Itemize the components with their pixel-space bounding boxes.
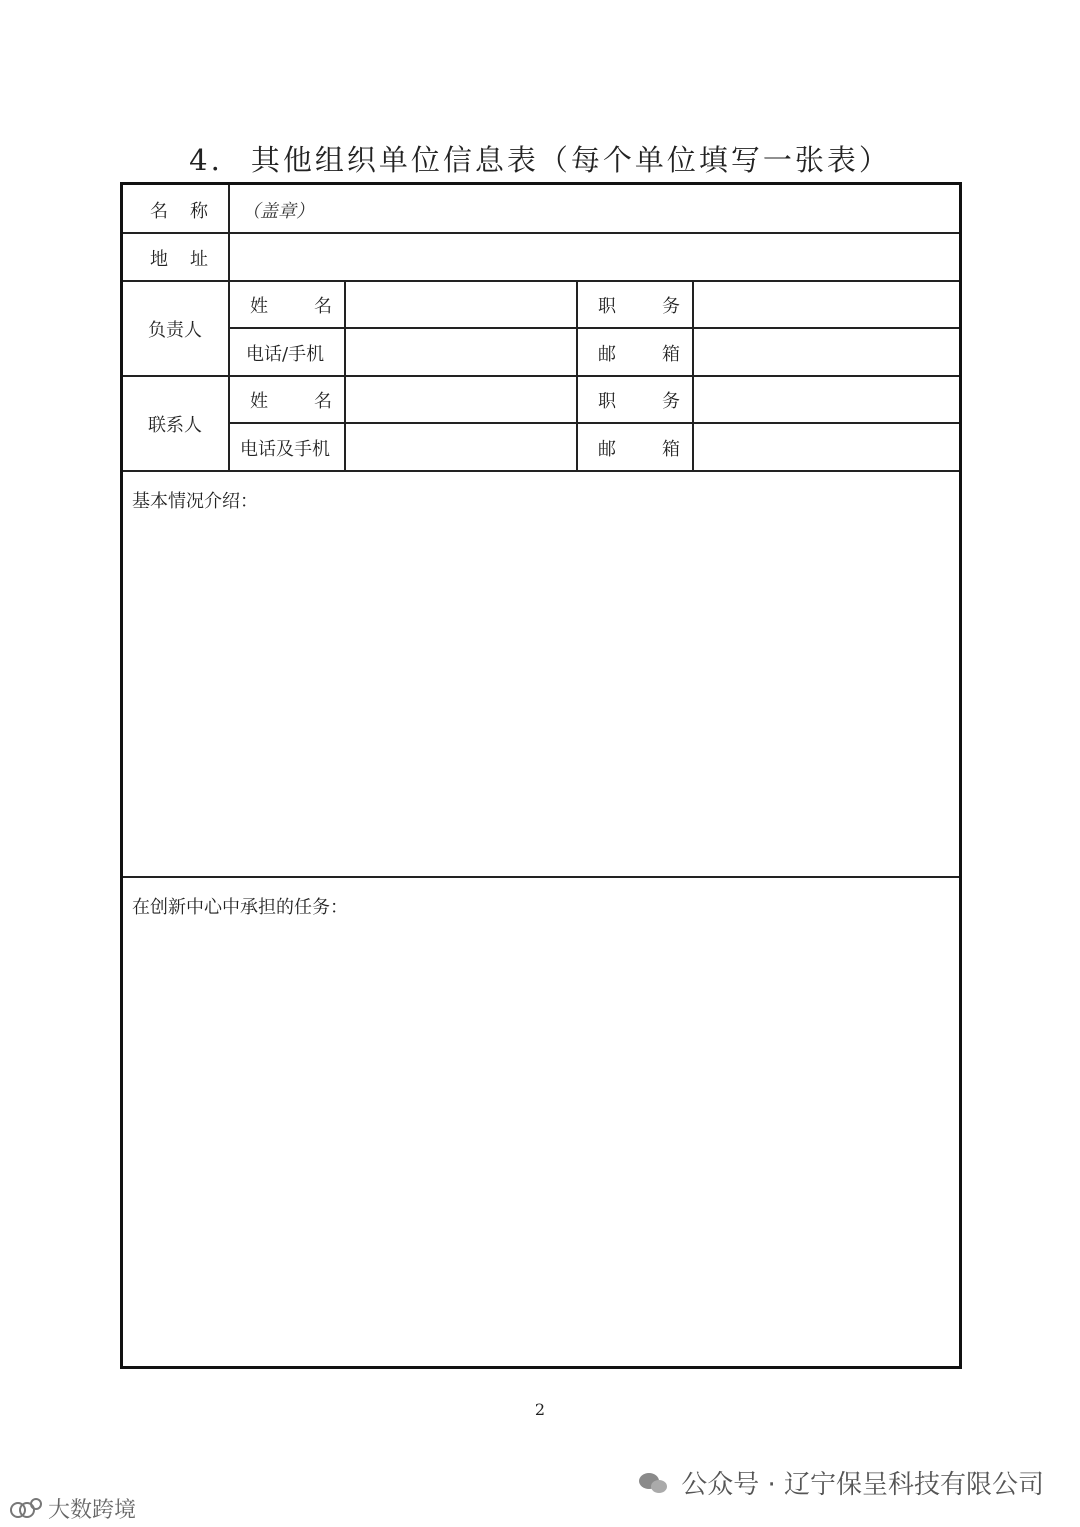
contact-title-field[interactable]	[694, 377, 959, 422]
seal-hint: （盖章）	[242, 201, 314, 222]
watermark-text: 公众号 · 辽宁保呈科技有限公司	[681, 1470, 1044, 1500]
title-text: 其他组织单位信息表（每个单位填写一张表）	[250, 143, 891, 177]
contact-name-field[interactable]	[346, 377, 576, 422]
intro-field[interactable]	[123, 472, 959, 876]
address-field[interactable]	[230, 234, 959, 280]
responsible-title-label: 职务	[598, 296, 726, 317]
col-divider	[576, 280, 578, 470]
logo-icon	[10, 1498, 42, 1520]
info-form-table	[120, 182, 962, 1369]
contact-label: 联系人	[148, 415, 202, 436]
responsible-phone-field[interactable]	[346, 329, 576, 375]
form-title	[0, 138, 1080, 179]
responsible-email-label: 邮箱	[598, 344, 726, 365]
title-number: 4.	[189, 143, 223, 177]
contact-email-label: 邮箱	[598, 439, 726, 460]
intro-label: 基本情况介绍：	[132, 491, 258, 512]
address-label: 地址	[150, 249, 230, 270]
contact-phone-field[interactable]	[346, 424, 576, 470]
wechat-watermark	[639, 1464, 1044, 1501]
wechat-icon	[639, 1471, 669, 1495]
responsible-title-field[interactable]	[694, 282, 959, 327]
responsible-phone-label: 电话/手机	[246, 344, 325, 365]
contact-title-label: 职务	[598, 391, 726, 412]
task-field[interactable]	[123, 878, 959, 1366]
page-number: 2	[534, 1400, 546, 1419]
name-field[interactable]	[230, 185, 959, 232]
task-label: 在创新中心中承担的任务：	[132, 897, 348, 918]
corner-watermark	[10, 1493, 136, 1524]
responsible-email-field[interactable]	[694, 329, 959, 375]
contact-name-label: 姓名	[250, 391, 378, 412]
contact-phone-label: 电话及手机	[240, 439, 330, 460]
corner-mark-text: 大数跨境	[48, 1498, 137, 1523]
contact-email-field[interactable]	[694, 424, 959, 470]
responsible-name-label: 姓名	[250, 296, 378, 317]
responsible-label: 负责人	[148, 320, 202, 341]
responsible-name-field[interactable]	[346, 282, 576, 327]
name-label: 名称	[150, 201, 230, 222]
